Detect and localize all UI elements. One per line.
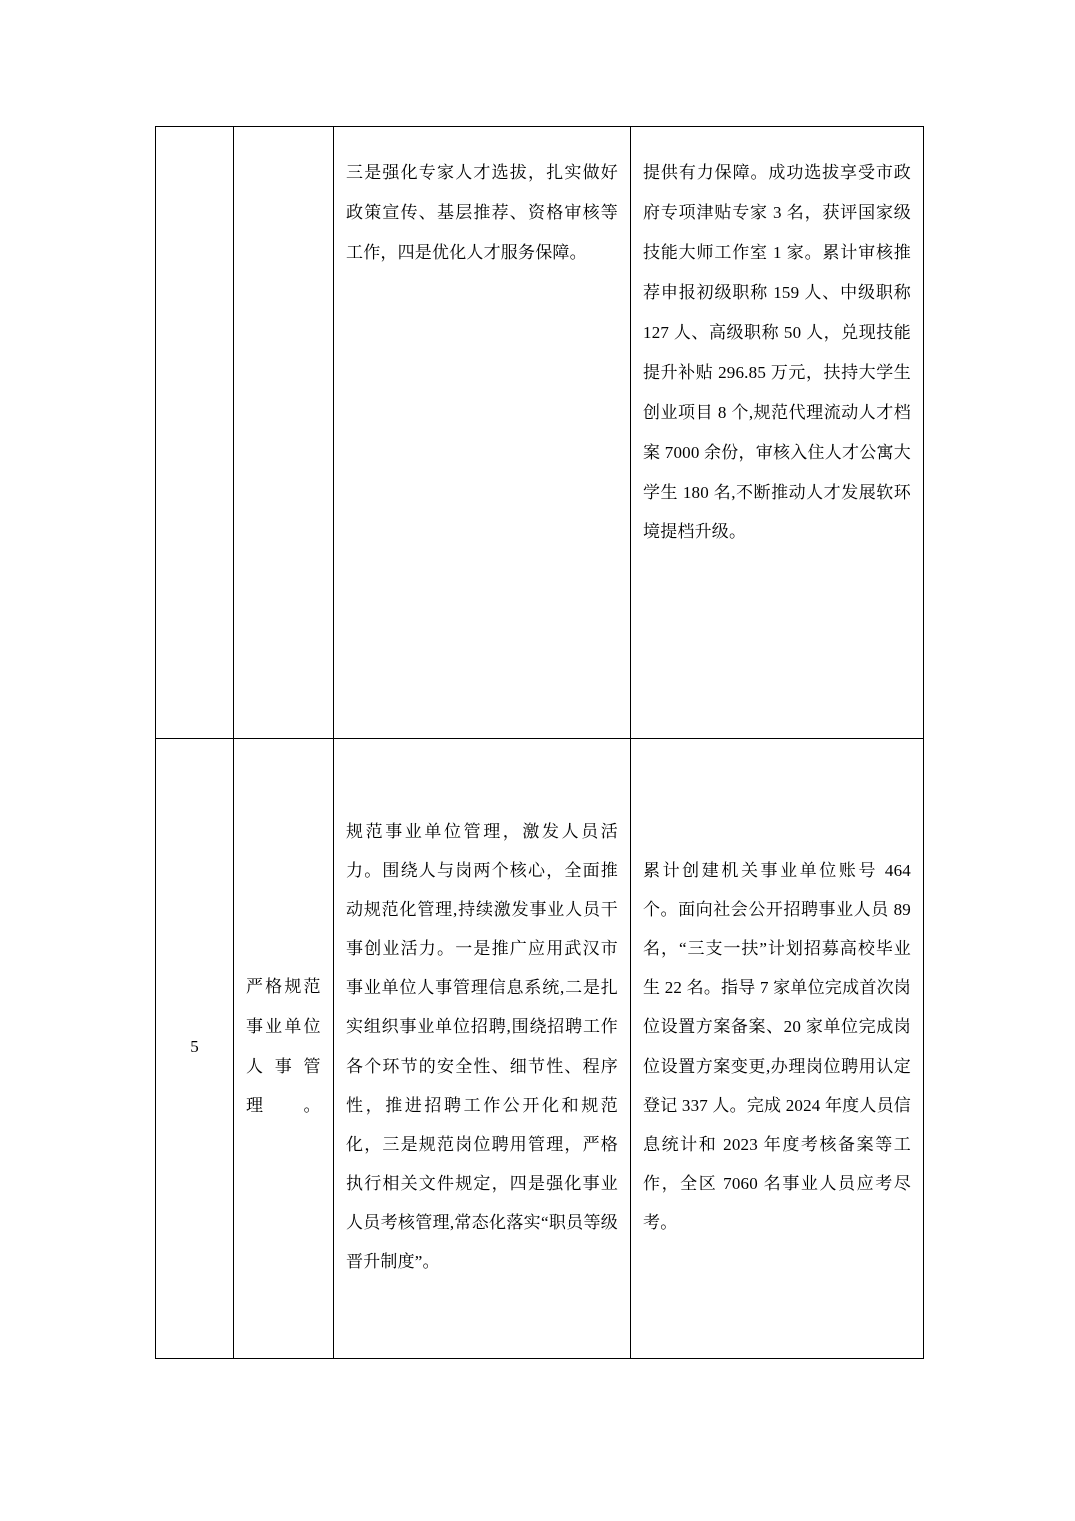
row-item-cell: 严格规范事业单位人事管理。 bbox=[234, 739, 334, 1359]
row-results-cell: 提供有力保障。成功选拔享受市政府专项津贴专家 3 名，获评国家级技能大师工作室 1 家。累计审核推荐申报初级职称 159 人、中级职称 127 人、高级职称 50 人，兑现技能提升补贴 296.85 万元，扶持大学生创业项目 8 个,规范代理流动人才档案 7000 余份，审核入住人才公寓大学生 180 名,不断推动人才发展软环境提档升级。 bbox=[631, 127, 924, 739]
row-number-cell bbox=[156, 127, 234, 739]
row-measures-cell: 三是强化专家人才选拔，扎实做好政策宣传、基层推荐、资格审核等工作，四是优化人才服务保障。 bbox=[334, 127, 631, 739]
row-item-cell bbox=[234, 127, 334, 739]
table-row bbox=[156, 127, 924, 739]
work-summary-table bbox=[155, 126, 924, 1359]
table-row bbox=[156, 739, 924, 1359]
row-number-cell: 5 bbox=[156, 739, 234, 1359]
row-results-cell: 累计创建机关事业单位账号 464 个。面向社会公开招聘事业人员 89 名，“三支一扶”计划招募高校毕业生 22 名。指导 7 家单位完成首次岗位设置方案备案、20 家单位完成岗位设置方案变更,办理岗位聘用认定登记 337 人。完成 2024 年度人员信息统计和 2023 年度考核备案等工作，全区 7060 名事业人员应考尽考。 bbox=[631, 739, 924, 1359]
row-measures-cell: 规范事业单位管理，激发人员活力。围绕人与岗两个核心，全面推动规范化管理,持续激发事业人员干事创业活力。一是推广应用武汉市事业单位人事管理信息系统,二是扎实组织事业单位招聘,围绕招聘工作各个环节的安全性、细节性、程序性，推进招聘工作公开化和规范化，三是规范岗位聘用管理，严格执行相关文件规定，四是强化事业人员考核管理,常态化落实“职员等级晋升制度”。 bbox=[334, 739, 631, 1359]
